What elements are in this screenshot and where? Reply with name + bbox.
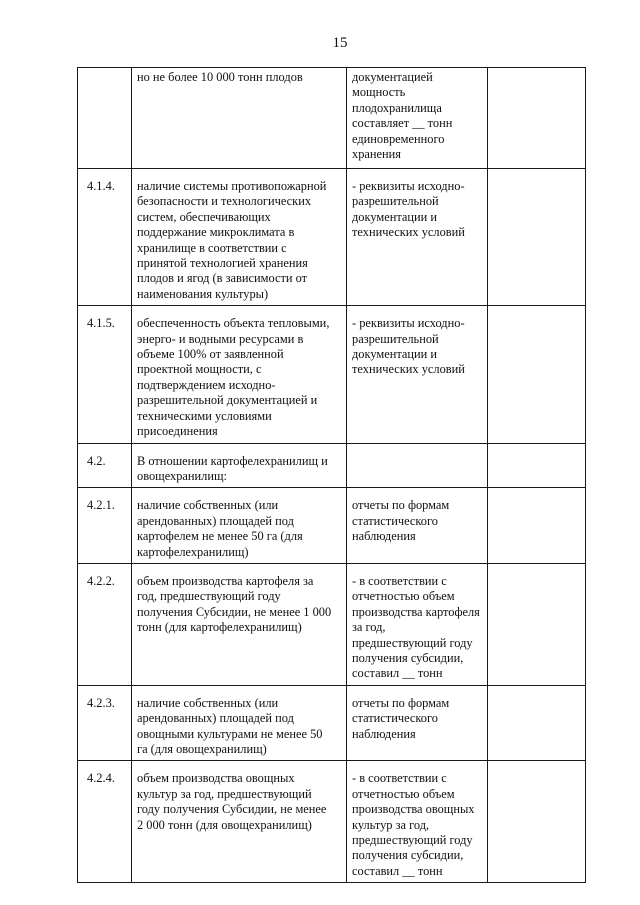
item-number: 4.2.3. — [87, 695, 115, 710]
item-number: 4.2. — [87, 453, 106, 468]
table-row — [78, 685, 586, 761]
requirement-cell — [132, 563, 347, 685]
page-number: 15 — [332, 35, 348, 51]
item-number-cell — [78, 563, 132, 685]
document-text: - в соответствии с отчетностью объем производства овощных культур за год, предшествующий году получения субсидии, составил __ тонн — [352, 771, 475, 878]
requirement-text: наличие собственных (или арендованных) площадей под овощными культурами не менее 50 га (для овощехранилищ) — [137, 695, 323, 756]
requirement-cell — [132, 306, 347, 443]
item-number-cell — [78, 443, 132, 488]
table-row — [78, 169, 586, 306]
mark-cell — [488, 68, 586, 169]
requirement-text: В отношении картофелехранилищ и овощехранилищ: — [137, 453, 328, 483]
document-cell — [347, 443, 488, 488]
item-number: 4.2.1. — [87, 498, 115, 513]
document-cell — [347, 68, 488, 169]
document-text: - реквизиты исходно- разрешительной документации и технических условий — [352, 179, 465, 240]
document-cell — [347, 306, 488, 443]
requirement-text: обеспеченность объекта тепловыми, энерго- и водными ресурсами в объеме 100% от заявленной проектной мощности, с подтверждением исходно- разрешительной документацией и техническими условиями присоединения — [137, 316, 330, 439]
mark-cell — [488, 488, 586, 564]
mark-cell — [488, 685, 586, 761]
document-cell — [347, 563, 488, 685]
requirement-cell — [132, 761, 347, 883]
requirement-cell — [132, 685, 347, 761]
document-cell — [347, 169, 488, 306]
mark-cell — [488, 169, 586, 306]
item-number-cell — [78, 685, 132, 761]
document-text: отчеты по формам статистического наблюдения — [352, 498, 450, 544]
requirement-text: объем производства картофеля за год, предшествующий году получения Субсидии, не менее 1 000 тонн (для картофелехранилищ) — [137, 573, 332, 635]
requirement-cell — [132, 68, 347, 169]
mark-cell — [488, 563, 586, 685]
document-cell — [347, 685, 488, 761]
requirement-text: наличие собственных (или арендованных) площадей под картофелем не менее 50 га (для картофелехранилищ) — [137, 498, 303, 559]
item-number-cell — [78, 488, 132, 564]
document-text: документацией мощность плодохранилища составляет __ тонн единовременного хранения — [352, 70, 453, 162]
document-text: - реквизиты исходно- разрешительной документации и технических условий — [352, 316, 465, 377]
mark-cell — [488, 443, 586, 488]
table-row — [78, 488, 586, 564]
requirement-text: объем производства овощных культур за год, предшествующий году получения Субсидии, не менее 2 000 тонн (для овощехранилищ) — [137, 771, 327, 832]
item-number-cell — [78, 169, 132, 306]
item-number: 4.2.2. — [87, 573, 115, 588]
requirement-cell — [132, 443, 347, 488]
item-number-cell — [78, 761, 132, 883]
item-number: 4.2.4. — [87, 771, 115, 786]
requirement-cell — [132, 169, 347, 306]
table-row — [78, 306, 586, 443]
requirements-table — [77, 67, 586, 883]
requirement-cell — [132, 488, 347, 564]
requirement-text: но не более 10 000 тонн плодов — [137, 70, 303, 84]
item-number-cell — [78, 306, 132, 443]
document-cell — [347, 761, 488, 883]
document-text: отчеты по формам статистического наблюдения — [352, 695, 450, 741]
item-number-cell — [78, 68, 132, 169]
document-cell — [347, 488, 488, 564]
table-row — [78, 68, 586, 169]
item-number: 4.1.4. — [87, 179, 115, 193]
mark-cell — [488, 761, 586, 883]
table-row — [78, 563, 586, 685]
document-text: - в соответствии с отчетностью объем производства картофеля за год, предшествующий году получения субсидии, составил __ тонн — [352, 573, 480, 681]
requirement-text: наличие системы противопожарной безопасности и технологических систем, обеспечивающих поддержание микроклимата в хранилище в соответствии с принятой технологией хранения плодов и ягод (в зависимости от наименования культуры) — [137, 179, 327, 301]
table-row — [78, 761, 586, 883]
item-number: 4.1.5. — [87, 316, 115, 331]
mark-cell — [488, 306, 586, 443]
table-row — [78, 443, 586, 488]
